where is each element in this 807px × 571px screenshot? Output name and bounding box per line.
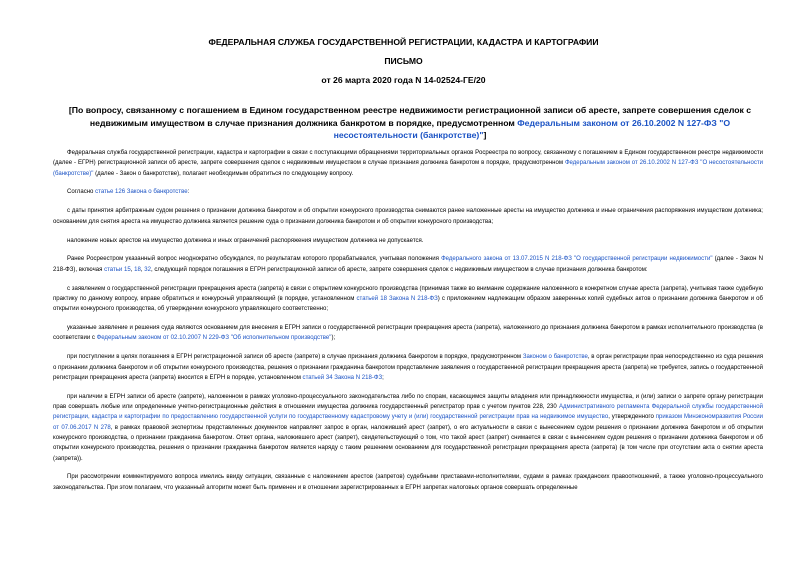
paragraph-text: Ранее Росреестром указанный вопрос неоднократно обсуждался, по результатам которого прорабатывался, учитывая положения <box>67 256 442 263</box>
paragraph-text: (далее - Закон N 218-ФЗ), включая <box>53 256 763 273</box>
paragraph-text: с даты принятия арбитражным судом решения о признании должника банкротом и об открытии конкурсного производства снимаются ранее наложенные аресты на имущество должника и иные ограничения распоряжения имуществом должника; основанием для снятия ареста на имущество должника является решение суда о признании должника банкротом и об открытии конкурсного производства; <box>53 208 763 225</box>
organization-heading: ФЕДЕРАЛЬНАЯ СЛУЖБА ГОСУДАРСТВЕННОЙ РЕГИСТРАЦИИ, КАДАСТРА И КАРТОГРАФИИ <box>208 37 599 47</box>
paragraph-text: , <box>140 266 145 273</box>
body-paragraph <box>53 187 763 197</box>
legal-reference-link[interactable]: Федерального закона от 13.07.2015 N 218-ФЗ "О государственной регистрации недвижимости" <box>441 256 713 263</box>
legal-reference-link[interactable]: статьи 15 <box>104 266 131 273</box>
body-paragraph <box>53 323 763 344</box>
document-date-number: от 26 марта 2020 года N 14-02524-ГЕ/20 <box>321 75 486 85</box>
legal-reference-link[interactable]: Федеральным законом от 26.10.2002 N 127-ФЗ "О несостоятельности (банкротстве)" <box>53 160 763 177</box>
legal-reference-link[interactable]: 32 <box>144 266 151 273</box>
body-paragraph <box>53 254 763 275</box>
paragraph-text: наложение новых арестов на имущество должника и иных ограничений распоряжения имуществом должника не допускается. <box>67 237 424 244</box>
document-subject <box>53 104 767 142</box>
legal-reference-link[interactable]: статье 126 Закона о банкротстве <box>95 189 188 196</box>
paragraph-text: при наличии в ЕГРН записи об аресте (запрете), наложенном в рамках уголовно-процессуального законодательства либо по спорам, касающимся защиты владения или принадлежности имущества, и (или) записи о запрете органу регистрации прав совершать любые или определенные учетно-регистрационные действия в отношении имущества должника государственный регистратор прав с учетом пунктов 228, 230 <box>53 393 763 411</box>
body-paragraph <box>53 148 763 179</box>
body-paragraph <box>53 284 763 315</box>
subject-close: ] <box>483 130 487 140</box>
paragraph-text: , в орган регистрации прав непосредственно из суда решения о признании должника банкротом и об открытии конкурсного производства, решения о признании гражданина банкротом представление заявления о государственной регистрации прекращения ареста (запрета) не требуется, запись о государственной регистрации прекращения ареста (запрета) вносится в ЕГРН в порядке, установленном <box>53 354 763 381</box>
document-type: ПИСЬМО <box>384 56 423 66</box>
legal-reference-link[interactable]: Федеральным законом от 02.10.2007 N 229-ФЗ "Об исполнительном производстве" <box>96 335 332 342</box>
legal-reference-link[interactable]: приказом Минэкономразвития России от 07.06.2017 N 278 <box>53 414 763 431</box>
paragraph-text: (далее - Закон о банкротстве), полагает необходимым обратиться по следующему вопросу. <box>93 170 354 177</box>
body-paragraph <box>53 352 763 383</box>
paragraph-text: , следующий порядок погашения в ЕГРН регистрационной записи об аресте, запрете совершения сделок с недвижимым имуществом в случае признания должника банкротом: <box>150 266 648 273</box>
paragraph-text: при поступлении в целях погашения в ЕГРН регистрационной записи об аресте (запрете) в случае признания должника банкротом в порядке, предусмотренном <box>67 354 523 361</box>
body-paragraph <box>53 206 763 227</box>
paragraph-text: , <box>130 266 135 273</box>
paragraph-text: с заявлением о государственной регистрации прекращения ареста (запрета) в связи с открытием конкурсного производства (принимая также во внимание содержание наложенного в конкретном случае ареста (запрета), учитывая также судебную практику по данному вопросу, вправе обратиться и конкурсный управляющий (в порядке, установленном <box>53 285 763 302</box>
legal-reference-link[interactable]: статьей 34 Закона N 218-ФЗ <box>302 374 383 381</box>
legal-reference-link[interactable]: Законом о банкротстве <box>522 354 588 361</box>
paragraph-text: Федеральная служба государственной регистрации, кадастра и картографии в связи с поступающими обращениями территориальных органов Росреестра по вопросу, связанному с погашением в Едином государственном реестре недвижимости (далее - ЕГРН) регистрационной записи об аресте, запрете совершения сделок с недвижимым имуществом в случае признания должника банкротом в порядке, предусмотренном <box>53 150 763 167</box>
legal-reference-link[interactable]: 18 <box>134 266 141 273</box>
legal-reference-link[interactable]: Административного регламента Федеральной службы государственной регистрации, кадастра и картографии по предоставлению государственной услуги по государственному кадастровому учету и (или) государственной регистрации прав на недвижимое имущество <box>53 404 763 421</box>
paragraph-text: ); <box>331 335 336 342</box>
subject-text: [По вопросу, связанному с погашением в Едином государственном реестре недвижимости регистрационной записи об аресте, запрете совершения сделок с недвижимым имуществом в случае признания должника банкротом в порядке, предусмотренном <box>68 105 752 128</box>
paragraph-text: Согласно <box>67 189 96 196</box>
body-paragraph <box>53 236 763 246</box>
document-body <box>53 148 763 502</box>
subject-law-link[interactable]: Федеральным законом от 26.10.2002 N 127-ФЗ "О несостоятельности (банкротстве)" <box>333 117 731 140</box>
paragraph-text: ) с приложением надлежащим образом заверенных копий судебных актов о признании должника банкротом и об открытии конкурсного производства, об утверждении конкурсного управляющего соответственно; <box>53 295 763 313</box>
paragraph-text: , утвержденного <box>608 414 656 421</box>
paragraph-text: : <box>187 189 190 196</box>
paragraph-text: , в рамках правовой экспертизы представленных документов направляет запрос в орган, наложивший арест (запрет), о его актуальности в связи с вынесением судом решения о признании должника банкротом и об открытии конкурсного производства, о признании гражданина банкротом. Ответ органа, наложившего арест (запрет), свидетельствующий о том, что такой арест (запрет) снимается в связи с вынесением судом решения о признании должника банкротом и об открытии конкурсного производства, решения о признании гражданина банкротом является наряду с таким решением основанием для государственной регистрации прекращения ареста (запрета) (в том числе при отсутствии акта о снятии ареста (запрета)). <box>53 424 763 462</box>
paragraph-text: указанные заявление и решения суда являются основанием для внесения в ЕГРН записи о государственной регистрации прекращения ареста (запрета), наложенного до признания должника банкротом в рамках исполнительного производства (в соответствии с <box>53 325 763 342</box>
paragraph-text: При рассмотрении комментируемого вопроса имелись ввиду ситуации, связанные с наложением арестов (запретов) судебными приставами-исполнителями, судами в рамках гражданских правоотношений, а также уголовно-процессуального законодательства. При этом полагаем, что указанный алгоритм может быть применен и в отношении зарегистрированных в ЕГРН запретах налоговых органов совершать определенные <box>53 474 763 491</box>
legal-reference-link[interactable]: статьей 18 Закона N 218-ФЗ <box>356 295 438 302</box>
paragraph-text: ; <box>382 374 384 381</box>
body-paragraph <box>53 392 763 464</box>
body-paragraph <box>53 472 763 493</box>
